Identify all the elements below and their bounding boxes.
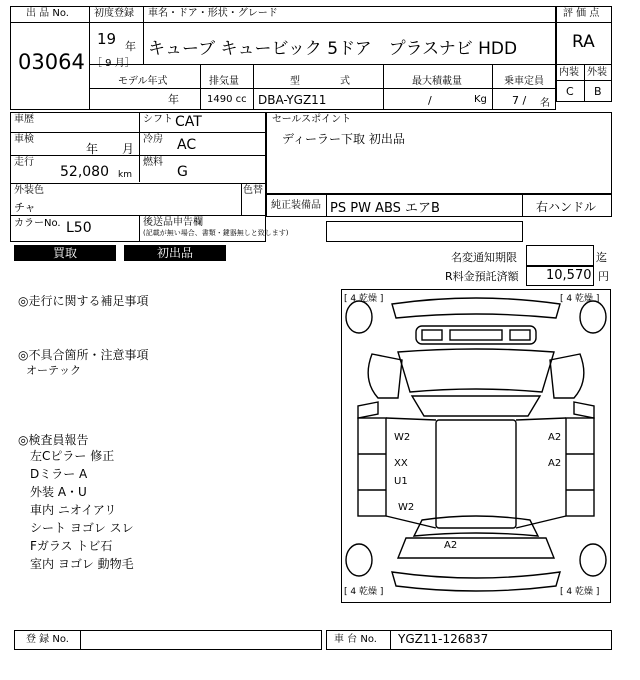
inspector-item: Fガラス トビ石 [30,539,113,553]
inspector-item: 外装 A・U [30,485,87,499]
model-year-unit: 年 [168,93,179,106]
name-change-box [526,245,594,266]
color-change-label: 色替 [243,185,263,196]
model-year-label: モデル年式 [118,76,168,87]
inspector-item: 室内 ヨゴレ 動物毛 [30,557,134,571]
max-load-label: 最大積載量 [412,76,462,87]
chassis-no: YGZ11-126837 [398,632,489,646]
first-reg-label: 初度登録 [94,8,134,19]
reg-year: 19 [97,30,117,48]
ac: AC [177,137,197,153]
max-load-unit: Kg [474,94,487,105]
ext-color: チャ [14,201,36,214]
equipment-label: 純正装備品 [271,200,321,211]
mark-center-pillar: XX [394,458,408,469]
tire-fr-label: [ 4 乾燥 ] [560,294,600,304]
mark-right-rear-door: A2 [548,458,562,469]
blank-box [326,221,523,242]
history-label: 車歴 [14,114,34,125]
chassis-label: 車 台 No. [334,634,377,645]
tire-fl-label: [ 4 乾燥 ] [344,294,384,304]
mark-rear-bumper: A2 [444,540,458,551]
after-label: 後送品申告欄 [143,217,203,228]
car-diagram [341,289,611,603]
inspection-year-unit: 年 [86,142,99,156]
defect-label: ◎不具合箇所・注意事項 [18,348,149,362]
car-name: キューブ キュービック 5ドア プラスナビ HDD [148,39,518,59]
inspector-item: 車内 ニオイアリ [30,503,117,517]
fuel: G [177,164,188,180]
score: RA [572,32,595,52]
exterior-grade: B [594,85,602,98]
mark-right-front-door: A2 [548,432,562,443]
mark-left-front-door: W2 [394,432,411,443]
inspection-month-unit: 月 [122,142,135,156]
color-no: L50 [66,220,92,236]
inspection-label: 車検 [14,134,34,145]
lot-no: 03064 [18,50,85,74]
mark-center-pillar-2: U1 [394,476,408,487]
reg-month: ［ 9 月］ [92,58,135,69]
equipment: PS PW ABS エアB [330,201,440,216]
fuel-label: 燃料 [143,157,163,168]
after-note: (記載が無い場合、書類・鍵器無しと致します) [143,229,289,237]
exterior-label: 外装 [587,67,607,78]
first-listing-tag: 初出品 [124,245,226,261]
sales-point: ディーラー下取 初出品 [282,132,405,146]
purchase-tag: 買取 [14,245,116,261]
mark-left-rear: W2 [398,502,415,513]
handle: 右ハンドル [536,200,597,214]
recycle-unit: 円 [598,270,609,283]
color-no-label: カラーNo. [14,218,61,229]
tire-rr-label: [ 4 乾燥 ] [560,587,600,597]
max-load: / [428,94,432,107]
type: DBA-YGZ11 [258,93,327,107]
tire-rl-label: [ 4 乾燥 ] [344,587,384,597]
name-change-unit: 迄 [596,251,607,264]
interior-label: 内装 [559,67,579,78]
displacement: 1490 cc [207,94,247,105]
mileage: 52,080 [60,164,109,180]
shift: CAT [175,114,202,130]
type-label: 型 式 [290,76,350,87]
sales-point-label: セールスポイント [272,114,352,125]
car-name-label: 車名・ドア・形状・グレード [148,8,278,19]
mileage-unit: km [118,170,132,180]
car-outline [342,290,610,602]
inspector-item: 左Cピラー 修正 [30,449,115,463]
reg-no-label: 登 録 No. [26,634,69,645]
mileage-label: 走行 [14,157,34,168]
score-label: 評 価 点 [563,8,600,19]
defect-item: オーテック [26,364,81,377]
displacement-label: 排気量 [209,76,239,87]
capacity-label: 乗車定員 [504,76,544,87]
recycle-label: R料金預託済額 [445,270,519,283]
lot-no-label: 出 品 No. [26,8,69,19]
capacity: 7 / [512,94,527,107]
name-change-label: 名変通知期限 [451,251,517,264]
capacity-unit: 名 [540,98,550,109]
ac-label: 冷房 [143,134,163,145]
interior-grade: C [566,85,574,98]
inspector-label: ◎検査員報告 [18,433,89,447]
recycle-amount: 10,570 [546,268,592,283]
inspector-item: Dミラー A [30,467,88,481]
reg-year-unit: 年 [125,40,136,53]
ext-color-label: 外装色 [14,185,44,196]
shift-label: シフト [143,114,173,125]
inspector-item: シート ヨゴレ スレ [30,521,134,535]
supplement-label: ◎走行に関する補足事項 [18,294,149,308]
